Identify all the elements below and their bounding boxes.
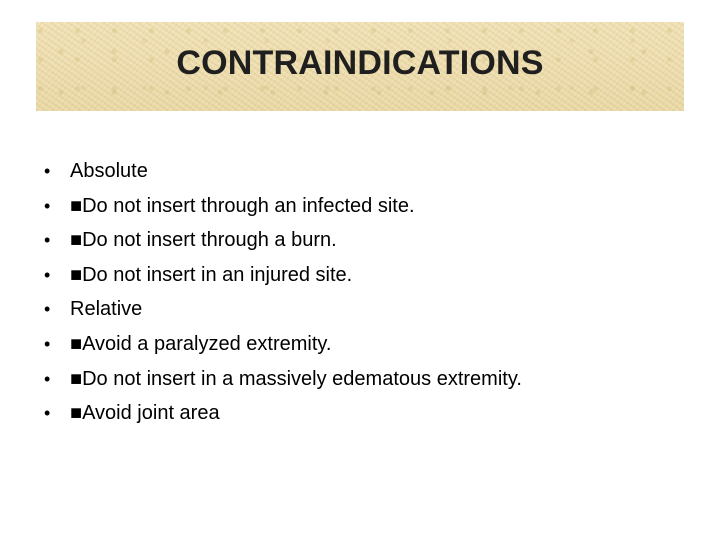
list-item-text: ■Do not insert in an injured site. [70, 263, 353, 286]
list-item [44, 195, 522, 230]
list-item-text: ■Do not insert through an infected site. [70, 194, 415, 217]
list-item [44, 402, 522, 437]
list-item-text: ■Avoid a paralyzed extremity. [70, 332, 332, 355]
bullet-marker: • [44, 368, 51, 389]
bullet-marker: • [44, 161, 51, 181]
bullet-marker: • [44, 264, 51, 285]
title-banner [36, 22, 684, 111]
list-item-text: ■Do not insert through a burn. [70, 229, 337, 252]
list-item [44, 368, 522, 403]
list-item [44, 160, 522, 195]
list-item [44, 333, 522, 368]
slide-title: CONTRAINDICATIONS [176, 44, 544, 82]
bullet-marker: • [44, 333, 51, 354]
bullet-marker: • [44, 403, 51, 424]
list-item [44, 229, 522, 264]
bullet-marker: • [44, 299, 51, 320]
list-item-text: ■Avoid joint area [70, 402, 220, 425]
list-item-text: ■Do not insert in a massively edematous extremity. [70, 367, 522, 390]
bullet-marker: • [44, 195, 51, 216]
list-item [44, 298, 522, 333]
bullet-list [44, 160, 522, 437]
bullet-marker: • [44, 230, 51, 251]
list-item-text: Relative [70, 298, 143, 321]
list-item-text: Absolute [70, 160, 148, 182]
list-item [44, 264, 522, 299]
